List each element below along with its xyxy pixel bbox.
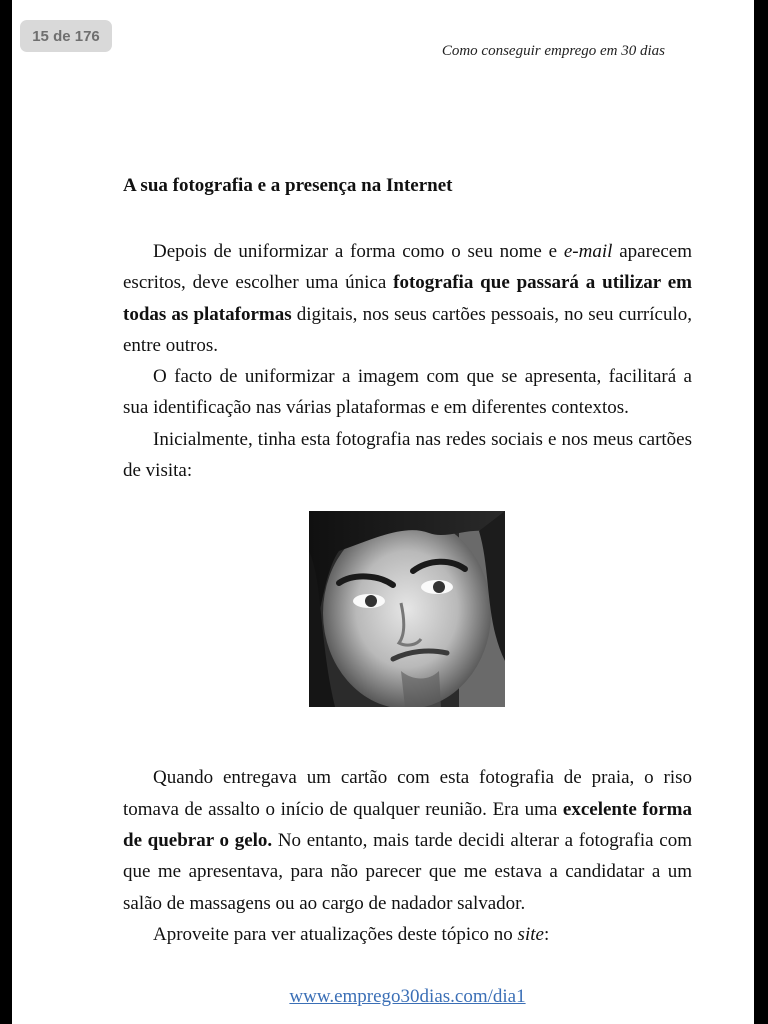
book-page[interactable] [12, 0, 754, 1024]
bold-run: fotografia que passará a utilizar em todas as plataformas [123, 272, 692, 325]
text-run: : [543, 923, 550, 945]
page-content [123, 168, 692, 1012]
link-line [123, 981, 692, 1012]
text-run: Quando entregava um cartão com esta fotografia de praia, o riso tomava de assalto o início de qualquer reunião. Era uma [123, 767, 692, 820]
text-run: Aproveite para ver atualizações deste tópico no [153, 923, 518, 945]
text-run: aparecem escritos, deve escolher uma única [123, 241, 692, 294]
portrait-photo [309, 511, 505, 707]
paragraph-3: Inicialmente, tinha esta fotografia nas redes sociais e nos meus cartões de visita: [123, 428, 692, 482]
page-counter-badge: 15 de 176 [20, 20, 112, 52]
text-run: Depois de uniformizar a forma como o seu nome e [153, 241, 564, 262]
paragraph-1 [123, 236, 692, 361]
photo-block [123, 486, 692, 762]
site-link[interactable]: www.emprego30dias.com/dia1 [289, 986, 526, 1008]
paragraph-4 [123, 762, 692, 918]
paragraph-2: O facto de uniformizar a imagem com que se apresenta, facilitará a sua identificação nas várias plataformas e em diferentes contextos. [123, 366, 692, 419]
italic-run: site [517, 923, 544, 945]
italic-run: e-mail [563, 241, 613, 262]
bold-run: excelente forma de quebrar o gelo. [123, 798, 692, 851]
text-run: No entanto, mais tarde decidi alterar a fotografia com que me apresentava, para não parecer que me estava a candidatar a um salão de massagens ou ao cargo de nadador salvador. [123, 829, 692, 914]
running-header: Como conseguir emprego em 30 dias [441, 43, 665, 59]
section-heading: A sua fotografia e a presença na Internet [123, 175, 453, 196]
paragraph-5 [123, 919, 692, 950]
portrait-image [309, 511, 505, 707]
text-run: digitais, nos seus cartões pessoais, no seu currículo, entre outros. [123, 303, 692, 356]
